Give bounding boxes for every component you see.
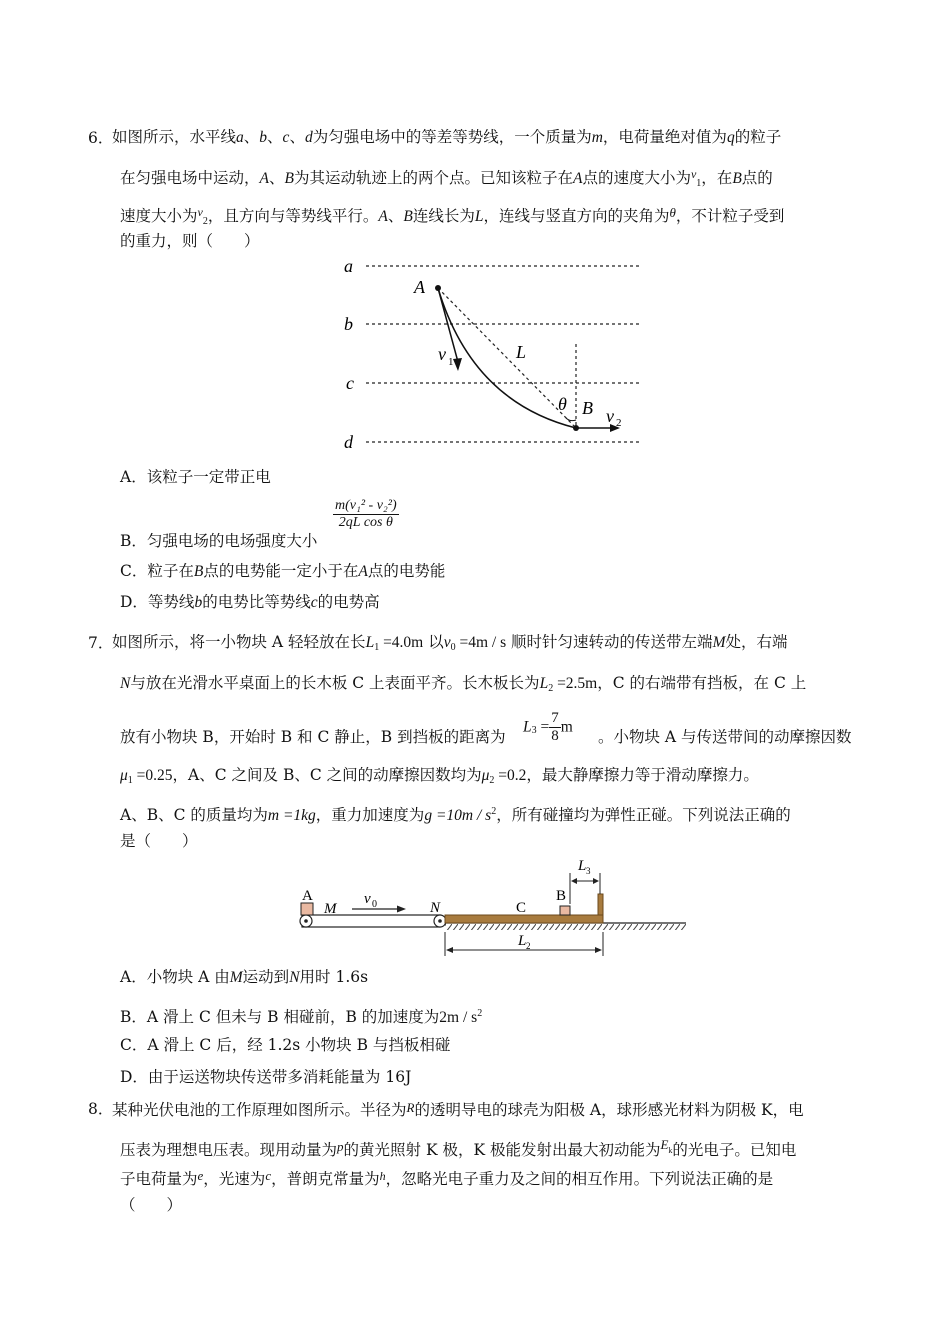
option-C: C．粒子在B点的电势能一定小于在A点的电势能 [120, 562, 446, 580]
block-A [301, 903, 313, 915]
label-A: A [302, 888, 313, 904]
label-b: b [344, 314, 353, 334]
block-B [560, 906, 570, 915]
label-theta: θ [558, 394, 567, 414]
question-text-line: 放有小物块 B，开始时 B 和 C 静止，B 到挡板的距离为 [120, 728, 506, 746]
label-L2: L [518, 933, 527, 949]
label-L3: L [578, 858, 587, 874]
question-text-line: （ ） [120, 1196, 183, 1214]
point-A [435, 285, 441, 291]
question-text-line: 如图所示，将一小物块 A 轻轻放在长$L_1 =4.0m$ 以$v_0 =4m / s$ 顺时针匀速转动的传送带左端M处，右端 [112, 633, 788, 653]
option-B: B．A 滑上 C 但未与 B 相碰前，B 的加速度为$2m / s^2$ [120, 1008, 483, 1026]
label-M: M [324, 901, 337, 917]
question-text-line: 的重力，则（ ） [120, 232, 260, 250]
label-v0: v [364, 891, 371, 907]
label-A: A [414, 277, 425, 297]
question-text-line: 是（ ） [120, 832, 198, 850]
label-v1-sub: 1 [448, 356, 454, 368]
question-text-line: 如图所示，水平线a、b、c、d为匀强电场中的等差等势线，一个质量为m，电荷量绝对值为q的粒子 [112, 128, 782, 146]
option-A: A．该粒子一定带正电 [120, 468, 271, 486]
question-text-line: N与放在光滑水平桌面上的长木板 C 上表面平齐。长木板长为$L_2 =2.5m$，C 的右端带有挡板，在 C 上 [120, 674, 807, 694]
question-text-line: 压表为理想电压表。现用动量为$^p$的黄光照射 K 极，K 极能发射出最大初动能为$^{Ek}$的光电子。已知电 [120, 1137, 797, 1159]
segment-AB-line [438, 288, 576, 428]
label-L: L [516, 342, 527, 362]
option-B-fraction: $\frac{\text{m(v₁² - v₂²)}}{\text{2qL cos θ}}$ [335, 498, 397, 530]
label-a: a [344, 256, 353, 276]
label-c: c [346, 373, 354, 393]
label-B: B [582, 398, 593, 418]
point-B [573, 425, 579, 431]
label-v1: v [438, 344, 446, 364]
option-D: D．等势线b的电势比等势线c的电势高 [120, 593, 380, 611]
label-v2: v [606, 406, 614, 426]
electric-field-figure [330, 252, 660, 457]
question-text-line: 速度大小为$^v_2$，且方向与等势线平行。A、B连线长为L，连线与竖直方向的夹角为$^\theta$，不计粒子受到 [120, 205, 785, 227]
option-D: D．由于运送物块传送带多消耗能量为 16J [120, 1068, 412, 1086]
question-text-line: A、B、C 的质量均为m =1kg，重力加速度为$g =10m / s^2$，所有碰撞均为弹性正碰。下列说法正确的 [120, 806, 791, 824]
question-text-line: 某种光伏电池的工作原理如图所示。半径为R的透明导电的球壳为阳极 A，球形感光材料为阴极 K，电 [112, 1100, 804, 1119]
label-B: B [556, 888, 567, 904]
arrow-v0-icon [397, 906, 406, 913]
label-d: d [344, 432, 353, 452]
question-text-line: 子电荷量为$^e$，光速为$^c$，普朗克常量为$^h$，忽略光电子重力及之间的相互作用。下列说法正确的是 [120, 1168, 774, 1188]
label-L2-sub: 2 [526, 941, 531, 951]
question-text-line: 在匀强电场中运动，A、B为其运动轨迹上的两个点。已知该粒子在A点的速度大小为$^v_1$，在B点的 [120, 167, 773, 189]
option-B: B．匀强电场的电场强度大小 [120, 532, 318, 550]
conveyor-belt [302, 915, 440, 927]
label-L3-sub: 3 [586, 866, 591, 876]
option-C: C．A 滑上 C 后，经 1.2s 小物块 B 与挡板相碰 [120, 1036, 451, 1054]
baffle [598, 894, 603, 915]
option-A: A．小物块 A 由M运动到N用时 1.6s [120, 968, 369, 986]
label-C: C [516, 900, 527, 916]
L3-expression: $L_3$ = $\frac{7}{8}$ m [523, 710, 573, 744]
conveyor-belt-figure [290, 852, 690, 962]
label-N: N [430, 900, 441, 916]
plank-C [445, 915, 603, 923]
question-text-line: $\mu_1 =0.25$，A、C 之间及 B、C 之间的动摩擦因数均为$\mu_2 =0.2$，最大静摩擦力等于滑动摩擦力。 [120, 766, 759, 786]
question-number: 6． [88, 129, 114, 147]
label-v0-sub: 0 [372, 899, 377, 910]
arrow-v1-icon [453, 358, 462, 371]
question-number: 7． [88, 634, 114, 652]
question-number: 8． [88, 1100, 114, 1118]
question-text-line: 。小物块 A 与传送带间的动摩擦因数 [598, 728, 852, 746]
label-v2-sub: 2 [616, 417, 622, 429]
